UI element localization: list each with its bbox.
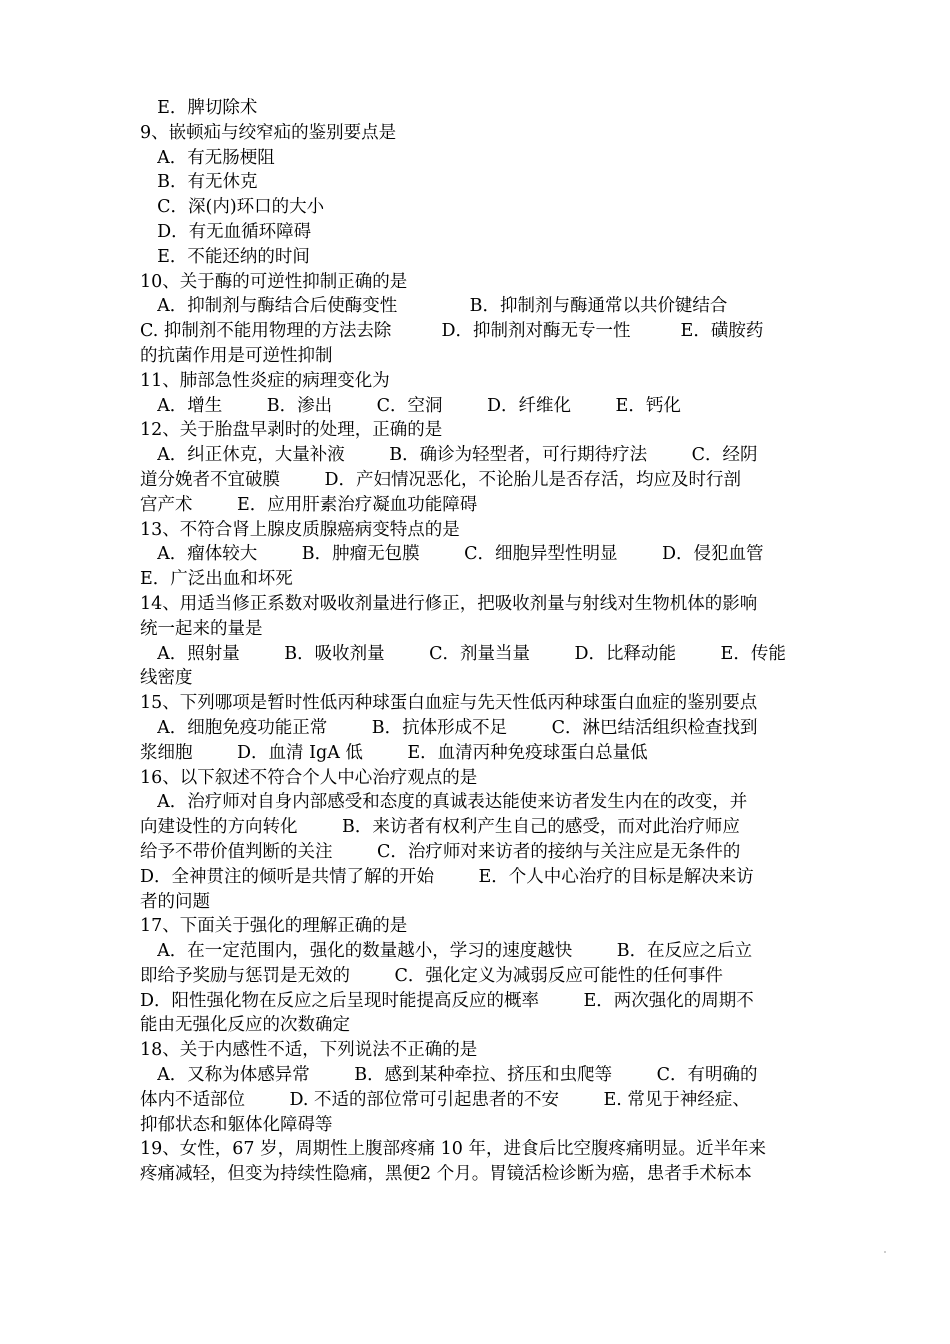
text-line: A．有无肠梗阻	[146, 147, 275, 168]
text-line: E．脾切除术	[146, 98, 258, 118]
text-line: 10、关于酶的可逆性抑制正确的是	[140, 271, 408, 292]
text-line: A．细胞免疫功能正常 B．抗体形成不足 C．淋巴结活组织检查找到	[146, 717, 758, 738]
text-line: A．纠正休克，大量补液 B．确诊为轻型者，可行期待疗法 C．经阴	[146, 445, 758, 466]
text-line: C．深(内)环口的大小	[146, 197, 325, 218]
text-line: A．瘤体较大 B．肿瘤无包膜 C．细胞异型性明显 D．侵犯血管	[146, 544, 764, 565]
text-line: 的抗菌作用是可逆性抑制	[140, 345, 333, 366]
text-line: E．广泛出血和坏死	[140, 569, 293, 590]
text-line: 抑郁状态和躯体化障碍等	[140, 1114, 333, 1135]
text-line: A．又称为体感异常 B．感到某种牵拉、挤压和虫爬等 C．有明确的	[146, 1065, 758, 1086]
text-line: 17、下面关于强化的理解正确的是	[140, 916, 408, 937]
text-line: D．阳性强化物在反应之后呈现时能提高反应的概率 E．两次强化的周期不	[140, 990, 754, 1011]
text-line: 宫产术 E．应用肝素治疗凝血功能障碍	[140, 494, 478, 515]
text-line: 体内不适部位 D. 不适的部位常可引起患者的不安 E. 常见于神经症、	[140, 1089, 750, 1110]
text-line: 向建设性的方向转化 B．来访者有权利产生自己的感受，而对此治疗师应	[140, 817, 740, 838]
text-line: D．全神贯注的倾听是共情了解的开始 E．个人中心治疗的目标是解决来访	[140, 866, 754, 887]
text-line: 16、以下叙述不符合个人中心治疗观点的是	[140, 767, 478, 788]
text-line: 给予不带价值判断的关注 C．治疗师对来访者的接纳与关注应是无条件的	[140, 841, 741, 862]
text-line: 14、用适当修正系数对吸收剂量进行修正，把吸收剂量与射线对生物机体的影响	[140, 593, 758, 614]
text-line: 12、关于胎盘早剥时的处理，正确的是	[140, 420, 443, 441]
document-page	[0, 96, 950, 1187]
text-line: 者的问题	[140, 891, 210, 912]
text-line: 18、关于内感性不适，下列说法不正确的是	[140, 1040, 478, 1061]
text-line: A．照射量 B．吸收剂量 C．剂量当量 D．比释动能 E．传能	[146, 643, 786, 664]
text-line: 19、女性，67 岁，周期性上腹部疼痛 10 年，进食后比空腹疼痛明显。近半年来	[140, 1139, 766, 1160]
text-line: 道分娩者不宜破膜 D．产妇情况恶化，不论胎儿是否存活，均应及时行剖	[140, 469, 742, 490]
text-line: 疼痛减轻，但变为持续性隐痛，黑便2 个月。胃镜活检诊断为癌，患者手术标本	[140, 1164, 752, 1185]
text-line: D．有无血循环障碍	[146, 221, 312, 242]
text-line: 9、嵌顿疝与绞窄疝的鉴别要点是	[140, 122, 397, 143]
text-line: 统一起来的量是	[140, 618, 263, 639]
text-line: C. 抑制剂不能用物理的方法去除 D．抑制剂对酶无专一性 E．磺胺药	[140, 321, 764, 342]
text-line: 浆细胞 D．血清 IgA 低 E．血清丙种免疫球蛋白总量低	[140, 742, 648, 763]
text-line: 线密度	[140, 668, 193, 689]
text-line: E．不能还纳的时间	[146, 246, 310, 267]
text-line: 11、肺部急性炎症的病理变化为	[140, 370, 390, 391]
text-line: A．抑制剂与酶结合后使酶变性 B．抑制剂与酶通常以共价键结合	[146, 296, 728, 317]
scan-speck	[884, 1251, 886, 1253]
text-line: 即给予奖励与惩罚是无效的 C．强化定义为减弱反应可能性的任何事件	[140, 965, 723, 986]
text-line: 能由无强化反应的次数确定	[140, 1015, 350, 1036]
text-line: 15、下列哪项是暂时性低丙种球蛋白血症与先天性低丙种球蛋白血症的鉴别要点	[140, 693, 758, 714]
text-line: A．在一定范围内，强化的数量越小，学习的速度越快 B．在反应之后立	[146, 941, 753, 962]
text-line: A．增生 B．渗出 C．空洞 D．纤维化 E．钙化	[146, 395, 681, 416]
text-line: A．治疗师对自身内部感受和态度的真诚表达能使来访者发生内在的改变，并	[146, 792, 748, 813]
text-line: B．有无休克	[146, 172, 258, 193]
text-line: 13、不符合肾上腺皮质腺癌病变特点的是	[140, 519, 460, 540]
